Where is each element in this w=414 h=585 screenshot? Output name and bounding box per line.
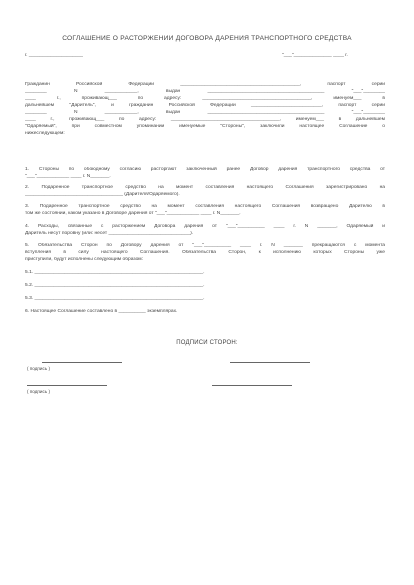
intro-line: ________ N ____________, выдан ___________________________________________ "___"________ bbox=[25, 89, 385, 94]
clause-2-line: ____________________________________ (Дарителя/Одаряемого). bbox=[25, 192, 180, 197]
intro-line: ____ г., проживающ___ по адресу: ________________________________________, именуем___ в дальнейшем bbox=[25, 117, 385, 122]
sub-clause-5-2: 5.2. ______________________________________________________________. bbox=[25, 283, 205, 288]
clause-6: 6. Настоящее Соглашение составлено в __________ экземплярах. bbox=[25, 309, 178, 314]
clause-3-line: том же состоянии, каком указано в Договоре дарения от "___"____________ ____ г. N_______. bbox=[25, 211, 241, 216]
sub-clause-5-3: 5.3. ______________________________________________________________. bbox=[25, 296, 205, 301]
intro-line: ____ г., проживающ___ по адресу: ________________________________________, именуем___ в bbox=[25, 96, 385, 101]
intro-line: Гражданин Российской Федерации ____________________________________________, паспорт серии bbox=[25, 82, 385, 87]
clause-1-line: "___"____________ ____ г. N_______. bbox=[25, 174, 111, 179]
signature-line-donor bbox=[42, 362, 122, 363]
signature-line-second-donor bbox=[27, 385, 107, 386]
signature-line-second-recipient bbox=[212, 385, 292, 386]
intro-line: нижеследующем: bbox=[25, 131, 65, 136]
header-city: г. ____________________ bbox=[25, 53, 84, 58]
clause-2-line: 2. Подаренное транспортное средство на момент составления настоящего Соглашения зарегистрировано на bbox=[25, 185, 385, 190]
signature-label: ( подпись ) bbox=[27, 389, 50, 394]
clause-4-line: 4. Расходы, связанные с расторжением Договора дарения от "___"__________ ____ г. N _______, Одаряемый и bbox=[25, 224, 385, 229]
intro-line: ________ N ____________, выдан ___________________________________________ "___"________ bbox=[25, 110, 385, 115]
signature-label: ( подпись ) bbox=[27, 366, 50, 371]
clause-5-line: приступили, будут исполнены следующим образом: bbox=[25, 257, 144, 262]
clause-3-line: 3. Подаренное транспортное средство на момент составления настоящего Соглашения возвращено Дарителю в bbox=[25, 204, 385, 209]
intro-line: дальнейшем "Даритель", и гражданин Российской Федерации __________________________, паспорт серии bbox=[25, 103, 385, 108]
clause-1-line: 1. Стороны по обоюдному согласию расторгают заключенный ранее Договор дарения транспортного средства от bbox=[25, 167, 385, 172]
signature-line-recipient bbox=[230, 362, 310, 363]
clause-5-line: 5. Обязательства Сторон по Договору дарения от "___"__________ ____ г. N _______ прекращаются с момента bbox=[25, 243, 385, 248]
document-title: СОГЛАШЕНИЕ О РАСТОРЖЕНИИ ДОГОВОРА ДАРЕНИЯ ТРАНСПОРТНОГО СРЕДСТВА bbox=[62, 35, 352, 42]
clause-5-line: вступления в силу настоящего Соглашения. Обязательства Сторон, к исполнению которых Стороны уже bbox=[25, 250, 385, 255]
signatures-title: ПОДПИСИ СТОРОН: bbox=[176, 340, 238, 346]
clause-4-line: Даритель несут поровну (или: несет ______________________________). bbox=[25, 231, 194, 236]
sub-clause-5-1: 5.1. ______________________________________________________________. bbox=[25, 270, 205, 275]
intro-line: "Одаряемый", при совместном упоминании именуемые "Стороны", заключили настоящее Соглашение о bbox=[25, 124, 385, 129]
header-date: "___"______________ ____ г. bbox=[282, 53, 348, 58]
